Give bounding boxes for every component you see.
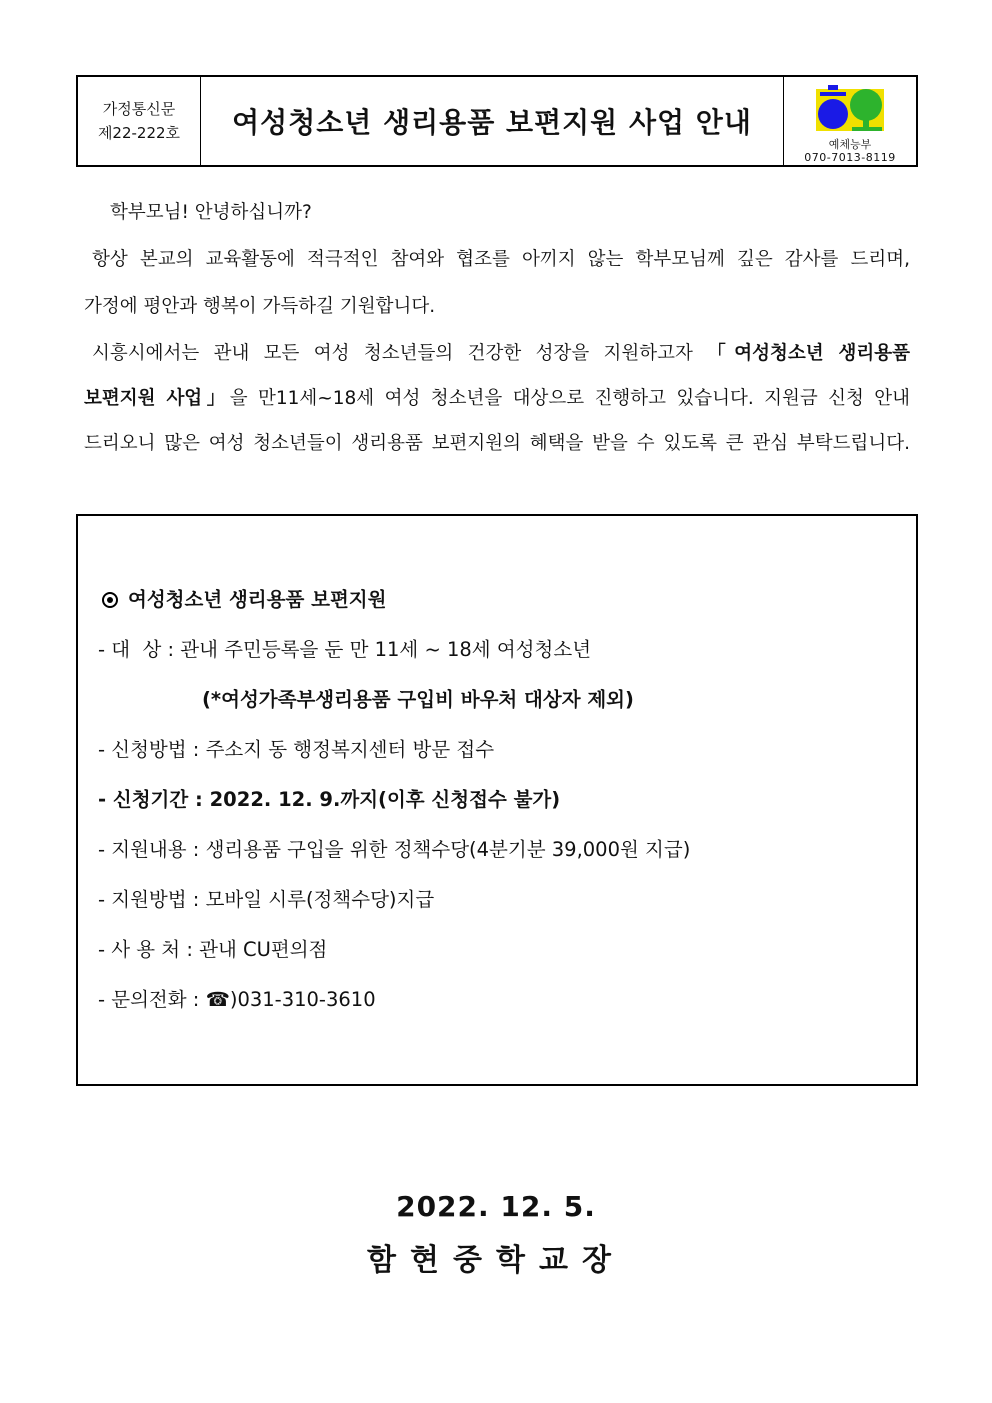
target-note: (*여성가족부생리용품 구입비 바우처 대상자 제외) [202,688,634,711]
info-box [76,514,918,1086]
paragraph-1-line-1: 항상 본교의 교육활동에 적극적인 참여와 협조를 아끼지 않는 학부모님께 깊은 감사를 드리며, [92,249,910,270]
newsletter-number: 제22-222호 [97,124,181,142]
program-name-bold-a: 「여성청소년 생리용품 [707,343,911,364]
support-label: - 지원방법 : [98,888,206,911]
paragraph-2-line-2 [84,384,910,410]
newsletter-type: 가정통신문 [102,100,176,118]
school-logo-icon [814,85,886,137]
greeting: 학부모님! 안녕하십니까? [110,202,312,223]
paragraph-2-line-1 [84,339,910,365]
contact-label: - 문의전화 : [98,988,206,1011]
paragraph-2-text-a: 시흥시에서는 관내 모든 여성 청소년들의 건강한 성장을 지원하고자 [92,343,708,364]
paragraph-2-text-b: 을 만11세~18세 여성 청소년을 대상으로 진행하고 있습니다. 지원금 신청 안내 [229,388,910,409]
use-label: - 사 용 처 : [98,938,200,961]
period-label: - 신청기간 : [98,788,210,811]
bullet-radio-icon [102,592,118,608]
method-value: 주소지 동 행정복지센터 방문 접수 [205,738,495,761]
contact-value: ☎)031-310-3610 [205,988,376,1011]
period-row [98,784,560,812]
contact-row [98,984,376,1012]
use-row [98,934,327,962]
newsletter-number-cell [78,77,201,165]
target-row [98,634,591,662]
info-heading [98,584,386,612]
paragraph-1-line-2: 가정에 평안과 행복이 가득하길 기원합니다. [84,296,436,317]
document-title: 여성청소년 생리용품 보편지원 사업 안내 [201,77,784,165]
department-logo-cell [784,77,916,165]
support-row [98,884,434,912]
department-phone: 070-7013-8119 [804,151,896,164]
principal-signature: 함현중학교장 [367,1243,625,1278]
issue-date: 2022. 12. 5. [396,1190,596,1223]
target-value: 관내 주민등록을 둔 만 11세 ~ 18세 여성청소년 [180,638,592,661]
program-name-bold-b: 보편지원 사업」 [84,388,230,409]
period-value: 2022. 12. 9.까지(이후 신청접수 불가) [209,788,561,811]
method-row [98,734,494,762]
use-value: 관내 CU편의점 [199,938,328,961]
content-row [98,834,690,862]
content-label: - 지원내용 : [98,838,206,861]
target-label: - 대 상 : [98,638,181,661]
content-value: 생리용품 구입을 위한 정책수당(4분기분 39,000원 지급) [205,838,691,861]
info-heading-text: 여성청소년 생리용품 보편지원 [128,588,387,611]
header-table [76,75,918,167]
method-label: - 신청방법 : [98,738,206,761]
paragraph-2-line-3: 드리오니 많은 여성 청소년들이 생리용품 보편지원의 혜택을 받을 수 있도록 큰 관심 부탁드립니다. [84,433,910,454]
department-name: 예체능부 [828,138,872,151]
support-value: 모바일 시루(정책수당)지급 [205,888,435,911]
